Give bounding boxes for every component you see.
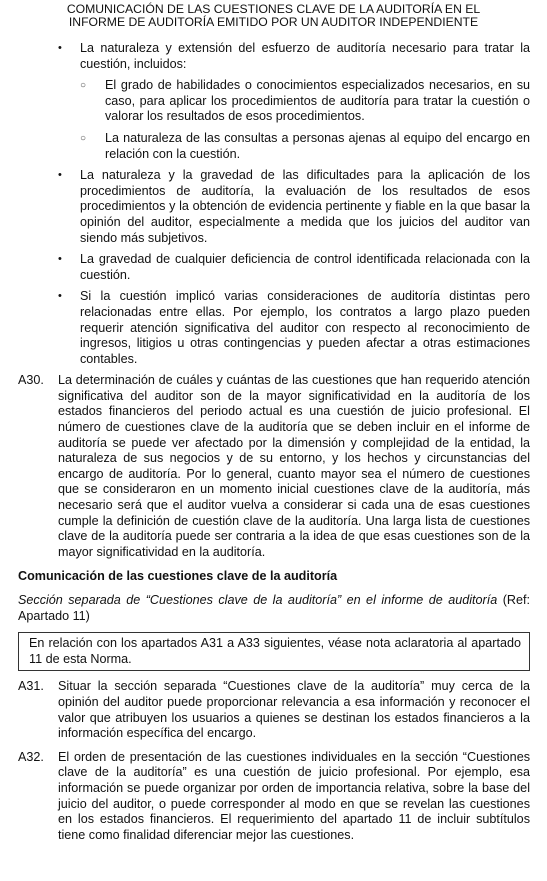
note-text: En relación con los apartados A31 a A33 siguientes, véase nota aclaratoria al apartado 11 de esta Norma. <box>29 636 521 666</box>
bullet-mark: • <box>58 169 62 182</box>
bullet-text: La naturaleza y extensión del esfuerzo de auditoría necesario para tratar la cuestión, incluidos: <box>80 41 530 71</box>
section-heading: Comunicación de las cuestiones clave de la auditoría <box>18 569 338 584</box>
bullet-mark: • <box>58 290 62 303</box>
bullet-text: La naturaleza y la gravedad de las dificultades para la aplicación de los procedimientos de auditoría, la evaluación de los resultados de esos procedimientos y la obtención de evidencia pertinente y fiable en la que basar la opinión del auditor, especialmente a medida que los juicios del auditor van siendo más subjetivos. <box>80 168 530 245</box>
header-line-1: COMUNICACIÓN DE LAS CUESTIONES CLAVE DE LA AUDITORÍA EN EL <box>66 2 481 16</box>
subheading-italic: Sección separada de “Cuestiones clave de la auditoría” en el informe de auditoría <box>18 593 498 607</box>
paragraph-number: A30. <box>18 373 44 388</box>
paragraph-number: A31. <box>18 679 44 694</box>
sub-bullet-mark: ○ <box>80 132 87 144</box>
sub-bullet-item <box>80 78 530 125</box>
bullet-mark: • <box>58 253 62 266</box>
bullet-item <box>18 168 530 246</box>
bullet-item <box>18 41 530 162</box>
bullet-item <box>18 252 530 283</box>
paragraph-text: El orden de presentación de las cuestiones individuales en la sección “Cuestiones clave de la auditoría” es una cuestión de juicio profesional. Por ejemplo, esa información se puede organizar por orden de importancia relativa, sobre la base del juicio del auditor, o puede corresponder al modo en que se revelan las cuestiones en los estados financieros. El requerimiento del apartado 11 de incluir subtítulos tiene como finalidad diferenciar mejor las cuestiones. <box>58 749 530 842</box>
bullet-text: La gravedad de cualquier deficiencia de control identificada relacionada con la cuestión. <box>80 252 530 282</box>
sub-bullet-mark: ○ <box>80 80 87 92</box>
page-header <box>0 3 547 28</box>
subheading-reference: (Ref: Apartado 11) <box>18 593 530 623</box>
sub-bullet-item <box>80 131 530 162</box>
paragraph-text: La determinación de cuáles y cuántas de las cuestiones que han requerido atención significativa del auditor son de la mayor significatividad en la auditoría de los estados financieros del periodo actual es una cuestión de juicio profesional. El número de cuestiones clave de la auditoría que se deben incluir en el informe de auditoría se puede ver afectado por la dimensión y complejidad de la entidad, la naturaleza de sus negocios y de su entorno, y los hechos y circunstancias del encargo de auditoría. Por lo general, cuanto mayor sea el número de cuestiones que se consideraron en un momento inicial cuestiones clave de la auditoría, más necesario será que el auditor vuelva a considerar si cada una de esas cuestiones cumple la definición de cuestión clave de la auditoría. Una larga lista de cuestiones clave de la auditoría puede ser contraria a la idea de que esas cuestiones son de la mayor significatividad en la auditoría. <box>58 373 530 559</box>
bullet-mark: • <box>58 42 62 54</box>
note-box <box>18 632 530 671</box>
section-subheading <box>18 593 530 624</box>
sub-bullet-text: La naturaleza de las consultas a personas ajenas al equipo del encargo en relación con la cuestión. <box>105 130 530 161</box>
document-body <box>18 41 530 851</box>
paragraph-a31 <box>18 679 530 741</box>
bullet-item <box>18 289 530 367</box>
header-line-2: INFORME DE AUDITORÍA EMITIDO POR UN AUDITOR INDEPENDIENTE <box>68 14 479 29</box>
paragraph-text: Situar la sección separada “Cuestiones clave de la auditoría” muy cerca de la opinión del auditor puede proporcionar relevancia a esa información y reconocer el valor que atribuyen los usuarios a quienes se destinan los estados financieros a la información específica del encargo. <box>58 679 530 741</box>
paragraph-a32 <box>18 750 530 844</box>
paragraph-number: A32. <box>18 749 44 764</box>
bullet-text: Si la cuestión implicó varias consideraciones de auditoría distintas pero relacionadas entre ellas. Por ejemplo, los contratos a largo plazo pueden requerir atención significativa del auditor con respecto al reconocimiento de ingresos, litigios u otras contingencias y pueden afectar a otras estimaciones contables. <box>80 289 530 366</box>
paragraph-a30 <box>18 373 530 560</box>
sub-bullet-text: El grado de habilidades o conocimientos especializados necesarios, en su caso, para aplicar los procedimientos de auditoría para tratar la cuestión o valorar los resultados de esos procedimientos. <box>105 78 530 124</box>
